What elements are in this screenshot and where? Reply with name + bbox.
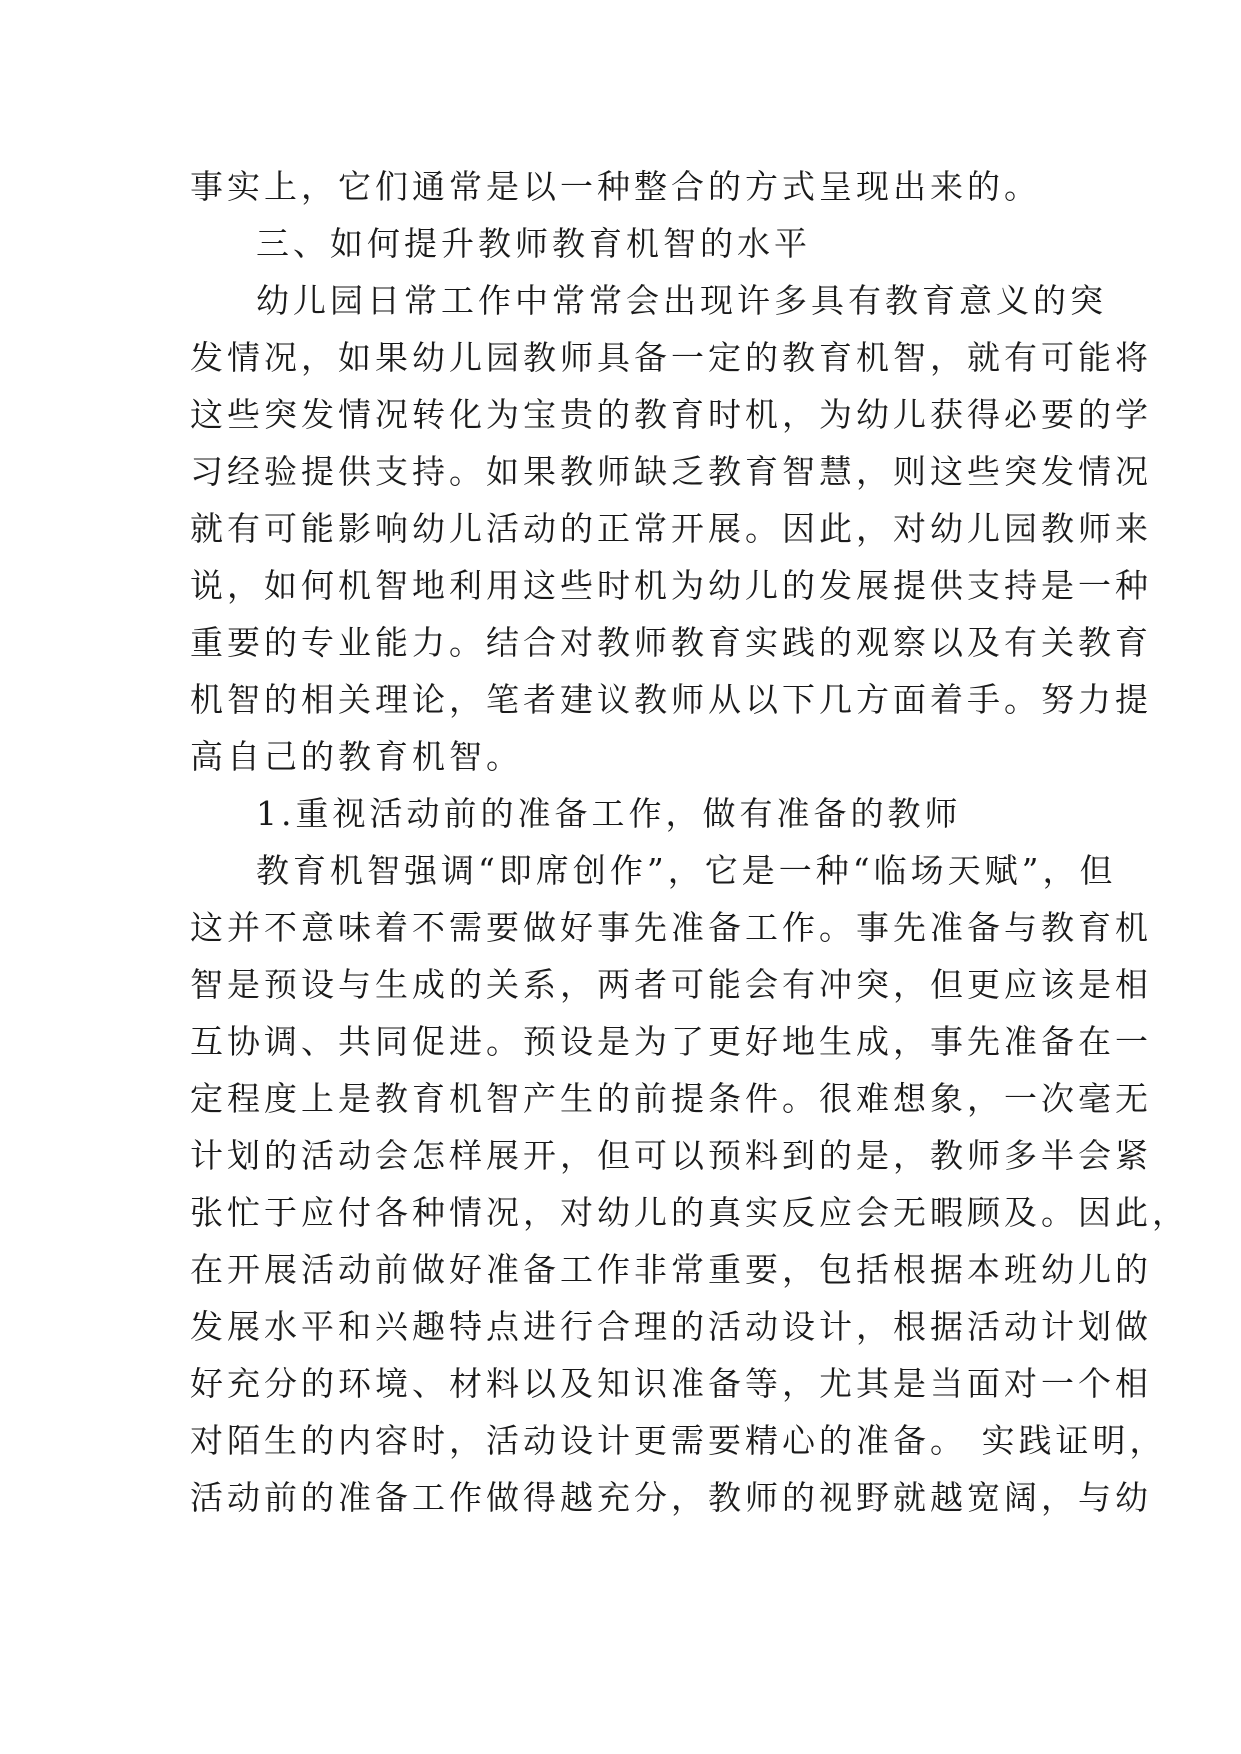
section-heading: 三、如何提升教师教育机智的水平 — [256, 224, 811, 263]
paragraph-line: 高自己的教育机智。 — [190, 737, 523, 776]
paragraph-line: 事实上，它们通常是以一种整合的方式呈现出来的。 — [190, 167, 1041, 206]
paragraph-line: 对陌生的内容时，活动设计更需要精心的准备。 实践证明， — [190, 1421, 1167, 1460]
paragraph-line: 发展水平和兴趣特点进行合理的活动设计，根据活动计划做 — [190, 1307, 1152, 1346]
paragraph-line: 习经验提供支持。如果教师缺乏教育智慧，则这些突发情况 — [190, 452, 1152, 491]
paragraph-line: 这些突发情况转化为宝贵的教育时机，为幼儿获得必要的学 — [190, 395, 1152, 434]
paragraph-line: 计划的活动会怎样展开，但可以预料到的是，教师多半会紧 — [190, 1136, 1152, 1175]
paragraph-line: 智是预设与生成的关系，两者可能会有冲突，但更应该是相 — [190, 965, 1152, 1004]
paragraph-line: 幼儿园日常工作中常常会出现许多具有教育意义的突 — [256, 281, 1107, 320]
paragraph-line: 定程度上是教育机智产生的前提条件。很难想象，一次毫无 — [190, 1079, 1152, 1118]
paragraph-line: 在开展活动前做好准备工作非常重要，包括根据本班幼儿的 — [190, 1250, 1152, 1289]
paragraph-line: 教育机智强调“即席创作”，它是一种“临场天赋”，但 — [256, 851, 1117, 890]
paragraph-line: 机智的相关理论，笔者建议教师从以下几方面着手。努力提 — [190, 680, 1152, 719]
paragraph-line: 好充分的环境、材料以及知识准备等，尤其是当面对一个相 — [190, 1364, 1152, 1403]
paragraph-line: 就有可能影响幼儿活动的正常开展。因此，对幼儿园教师来 — [190, 509, 1152, 548]
paragraph-line: 活动前的准备工作做得越充分，教师的视野就越宽阔，与幼 — [190, 1478, 1152, 1517]
paragraph-line: 这并不意味着不需要做好事先准备工作。事先准备与教育机 — [190, 908, 1152, 947]
paragraph-line: 互协调、共同促进。预设是为了更好地生成，事先准备在一 — [190, 1022, 1152, 1061]
paragraph-line: 说，如何机智地利用这些时机为幼儿的发展提供支持是一种 — [190, 566, 1152, 605]
document-body — [190, 158, 1189, 1526]
subsection-heading: 1.重视活动前的准备工作，做有准备的教师 — [256, 794, 962, 833]
paragraph-line: 重要的专业能力。结合对教师教育实践的观察以及有关教育 — [190, 623, 1152, 662]
paragraph-line: 张忙于应付各种情况，对幼儿的真实反应会无暇顾及。因此， — [190, 1193, 1189, 1232]
paragraph-line: 发情况，如果幼儿园教师具备一定的教育机智，就有可能将 — [190, 338, 1152, 377]
